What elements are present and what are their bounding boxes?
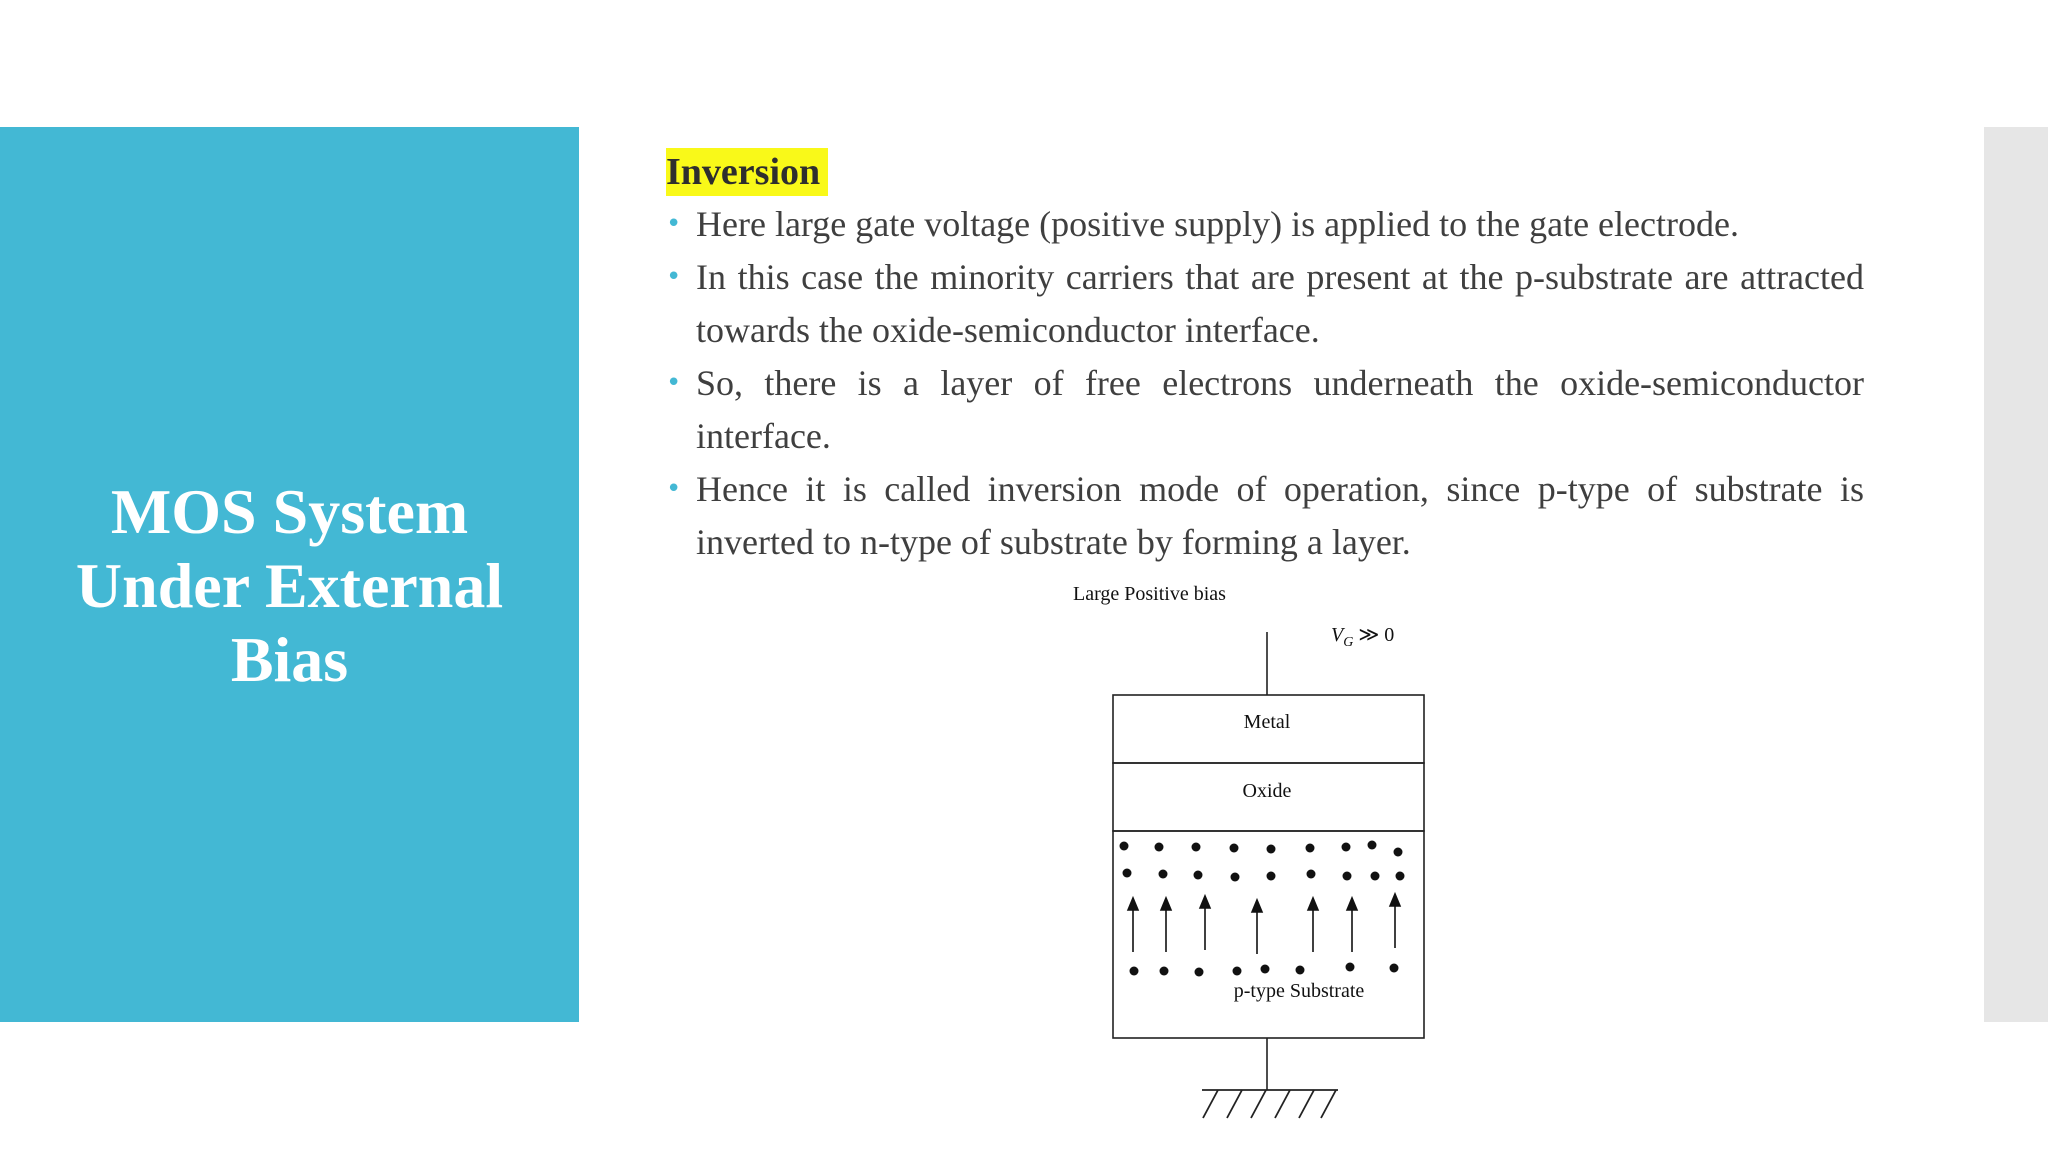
oxide-label: Oxide bbox=[1242, 780, 1292, 802]
right-decor-strip bbox=[1984, 127, 2048, 1022]
electron-dot bbox=[1231, 873, 1240, 882]
ground-icon bbox=[1202, 1090, 1338, 1118]
bullet-text: Hence it is called inversion mode of operation, since p-type of substrate is inverted to n-type of substrate by forming a layer. bbox=[696, 469, 1864, 562]
bullet-icon: • bbox=[666, 209, 682, 239]
electron-dot bbox=[1192, 843, 1201, 852]
electron-dot bbox=[1396, 872, 1405, 881]
gate-voltage-label bbox=[1331, 624, 1394, 650]
electron-dot bbox=[1394, 848, 1403, 857]
electron-dot bbox=[1123, 869, 1132, 878]
electron-dot bbox=[1307, 870, 1316, 879]
electron-dot bbox=[1267, 872, 1276, 881]
bullet-text: So, there is a layer of free electrons underneath the oxide-semiconductor interface. bbox=[696, 363, 1864, 456]
oxide-layer bbox=[1113, 763, 1424, 831]
bias-label: Large Positive bias bbox=[1073, 583, 1226, 605]
electron-dot bbox=[1261, 965, 1270, 974]
electron-dot bbox=[1296, 966, 1305, 975]
bullet-item bbox=[666, 198, 1864, 251]
bullet-text: Here large gate voltage (positive supply) is applied to the gate electrode. bbox=[696, 204, 1739, 244]
electron-dot bbox=[1159, 870, 1168, 879]
substrate-layer bbox=[1113, 831, 1424, 1038]
electron-dot bbox=[1120, 842, 1129, 851]
bullet-icon: • bbox=[666, 262, 682, 292]
electron-dot bbox=[1368, 841, 1377, 850]
bullet-icon: • bbox=[666, 474, 682, 504]
title-panel bbox=[0, 127, 579, 1022]
field-arrows bbox=[1128, 894, 1400, 954]
electron-dot bbox=[1267, 845, 1276, 854]
electron-dot bbox=[1233, 967, 1242, 976]
electron-dot bbox=[1160, 967, 1169, 976]
bullet-item bbox=[666, 357, 1864, 463]
electron-dot bbox=[1343, 872, 1352, 881]
electron-dot bbox=[1390, 964, 1399, 973]
slide-content bbox=[666, 148, 1864, 569]
electron-dot bbox=[1194, 871, 1203, 880]
electron-dot bbox=[1306, 844, 1315, 853]
gate-voltage-symbol: V bbox=[1331, 624, 1344, 646]
metal-label: Metal bbox=[1243, 711, 1291, 733]
bullet-icon: • bbox=[666, 368, 682, 398]
metal-layer bbox=[1113, 695, 1424, 763]
substrate-label: p-type Substrate bbox=[1233, 980, 1365, 1002]
bullet-text: In this case the minority carriers that are present at the p-substrate are attracted towards the oxide-semiconductor interface. bbox=[696, 257, 1864, 350]
slide-title: MOS System Under External Bias bbox=[75, 475, 504, 695]
gate-voltage-subscript: G bbox=[1343, 635, 1354, 650]
electron-dot bbox=[1130, 967, 1139, 976]
electron-dot bbox=[1346, 963, 1355, 972]
bullet-item bbox=[666, 251, 1864, 357]
electron-dot bbox=[1155, 843, 1164, 852]
bullet-list bbox=[666, 198, 1864, 569]
electron-dot bbox=[1195, 968, 1204, 977]
electron-dot bbox=[1230, 844, 1239, 853]
electron-dot bbox=[1342, 843, 1351, 852]
electron-dot bbox=[1371, 872, 1380, 881]
section-heading: Inversion bbox=[666, 148, 828, 196]
gate-voltage-relation: ≫ 0 bbox=[1353, 624, 1395, 646]
bullet-item bbox=[666, 463, 1864, 569]
